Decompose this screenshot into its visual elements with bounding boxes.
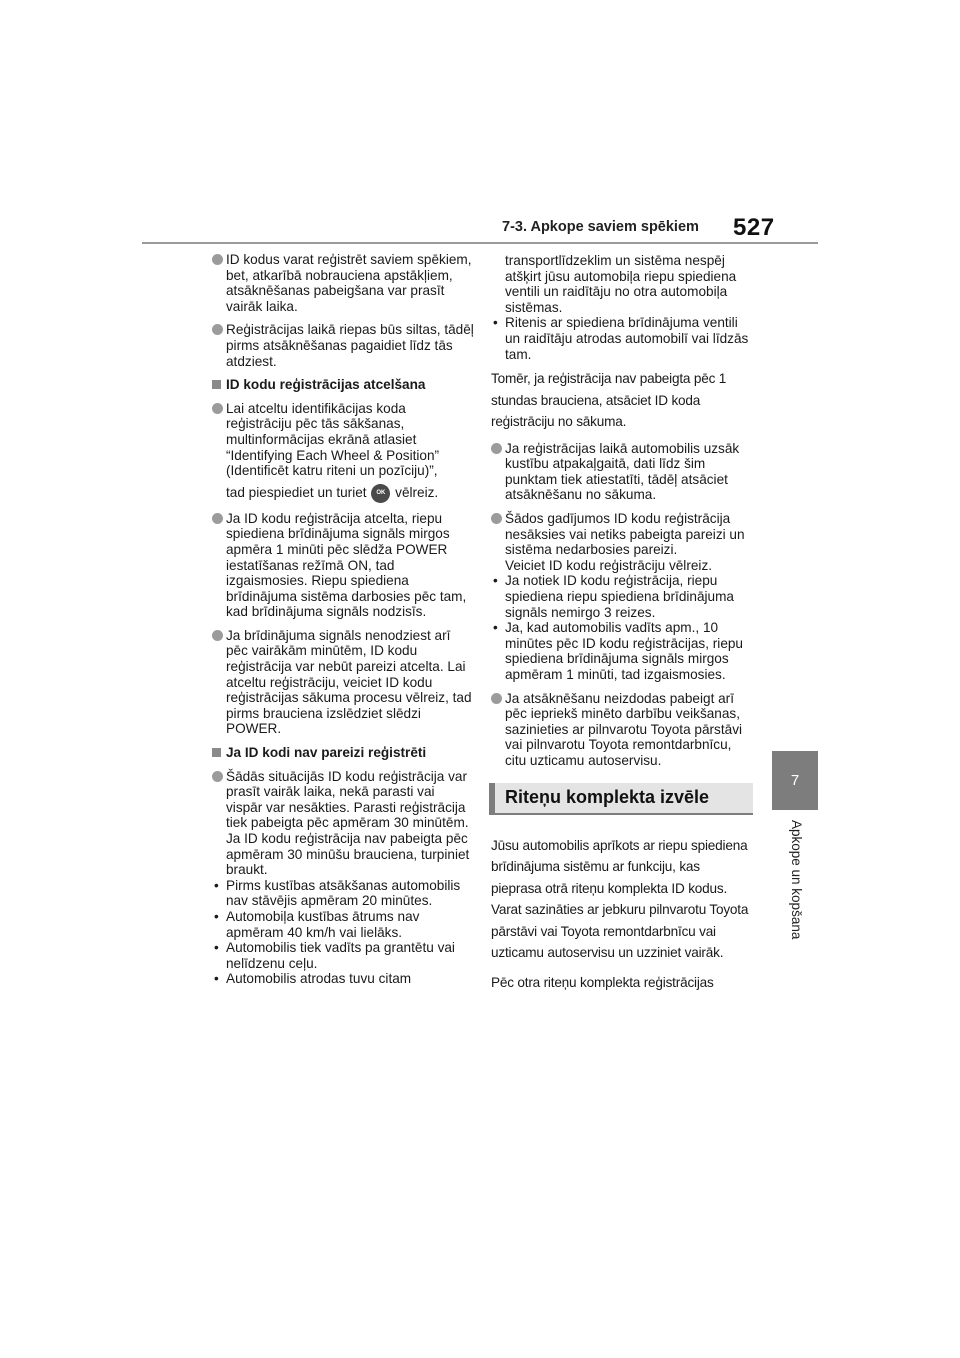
bullet-item [491, 511, 753, 573]
subheading [212, 377, 474, 393]
bullet-item [491, 691, 753, 769]
bullet-item [212, 322, 474, 369]
list-text: Ritenis ar spiediena brīdinājuma ventili un raidītāju atrodas automobilī vai līdzās tam. [505, 315, 749, 362]
bullet-text: Ja reģistrācijas laikā automobilis uzsāk kustību atpakaļgaitā, dati līdz šim punktam tiek atiestatīti, tādēļ atsāciet atsāknēšanu no sākuma. [505, 440, 740, 503]
list-item: • Automobilis tiek vadīts pa grantētu vai nelīdzenu ceļu. [214, 940, 455, 971]
bullet-dot-icon [212, 771, 223, 782]
list-item: • Ja notiek ID kodu reģistrācija, riepu spiediena riepu spiediena brīdinājuma signāls nemirgo 3 reizes. [493, 573, 734, 620]
bullet-dot-icon [212, 254, 223, 265]
left-column [212, 252, 474, 987]
list-item: • Ritenis ar spiediena brīdinājuma ventili un raidītāju atrodas automobilī vai līdzās tam. [493, 315, 749, 362]
header-divider [142, 242, 818, 244]
bullet-dot-icon [212, 403, 223, 414]
bullet-continuation [212, 483, 474, 503]
square-marker-icon [212, 380, 221, 389]
bullet-dot-icon [491, 693, 502, 704]
page-number: 527 [733, 214, 775, 241]
bullet-text: Ja atsāknēšanu neizdodas pabeigt arī pēc iepriekš minēto darbību veikšanas, sazinieties ar pilnvarotu Toyota pārstāvi vai pilnvarotu Toyota remontdarbnīcu, citu uzticamu autoservisu. [505, 690, 743, 768]
bullet-item [212, 769, 474, 878]
list-text: Automobilis atrodas tuvu citam [226, 971, 412, 987]
list-item: • Automobiļa kustības ātrums nav apmēram 40 km/h vai lielāks. [214, 908, 420, 940]
bullet-dot-icon [212, 630, 223, 641]
bullet-text: vēlreiz. [395, 484, 439, 500]
chapter-label-text: Apkope un kopšana [789, 820, 804, 940]
bullet-text: tad piespiediet un turiet [226, 484, 367, 500]
bullet-text: Ja ID kodu reģistrācija nav pabeigta pēc apmēram 30 minūšu brauciena, turpiniet braukt. [226, 831, 470, 878]
chapter-tab: 7 [772, 751, 818, 810]
list-item: • Ja, kad automobilis vadīts apm., 10 minūtes pēc ID kodu reģistrācijas, riepu spiediena brīdinājuma signāls mirgos apmēram 1 minūti, tad izgaismosies. [493, 620, 743, 682]
paragraph: Jūsu automobilis aprīkots ar riepu spiediena brīdinājuma sistēmu ar funkciju, kas pieprasa otrā riteņu komplekta ID kodus. Varat sazināties ar jebkuru pilnvarotu Toyota pārstāvi vai Toyota remontdarbnīcu vai uzticamu autoservisu un uzziniet vairāk. [491, 837, 749, 961]
paragraph: Pēc otra riteņu komplekta reģistrācijas [491, 974, 714, 990]
bullet-item [212, 252, 474, 314]
list-item-continuation [491, 253, 753, 315]
list-text: Ja, kad automobilis vadīts apm., 10 minūtes pēc ID kodu reģistrācijas, riepu spiediena brīdinājuma signāls mirgos apmēram 1 minūti, tad izgaismosies. [505, 620, 743, 682]
bullet-text: Ja ID kodu reģistrācija atcelta, riepu spiediena brīdinājuma signāls mirgos apmēra 1 minūti pēc slēdža POWER iestatīšanas režīmā ON, tad izgaismosies. Riepu spiediena brīdinājuma sistēma darbosies pēc tam, kad brīdinājuma signāls nodzisīs. [226, 510, 467, 620]
section-header: 7-3. Apkope saviem spēkiem [502, 219, 699, 235]
list-text: Automobiļa kustības ātrums nav apmēram 40 km/h vai lielāks. [226, 908, 420, 940]
bullet-text: ID kodus varat reģistrēt saviem spēkiem, bet, atkarībā nobrauciena apstākļiem, atsāknēšanas pabeigšana var prasīt vairāk laika. [226, 252, 472, 314]
bullet-text: Šādās situācijās ID kodu reģistrācija var prasīt vairāk laika, nekā parasti vai vispār var nesākties. Parasti reģistrācija tiek pabeigta pēc apmēram 30 minūtēm. [226, 768, 469, 831]
bullet-dot-icon [212, 324, 223, 335]
subheading-text: Ja ID kodi nav pareizi reģistrēti [226, 745, 427, 761]
bullet-text: Ja brīdinājuma signāls nenodziest arī pēc vairākām minūtēm, ID kodu reģistrācija var nebūt pareizi atcelta. Lai atceltu reģistrāciju, veiciet ID kodu reģistrācijas sākuma procesu vēlreiz, tad pirms brauciena izslēdziet slēdzi POWER. [226, 627, 472, 737]
bullet-dot-icon [212, 513, 223, 524]
list-item: • Automobilis atrodas tuvu citam [214, 971, 412, 987]
bullet-text: Veiciet ID kodu reģistrāciju vēlreiz. [505, 557, 713, 573]
bullet-item [212, 401, 474, 479]
list-text: Automobilis tiek vadīts pa grantētu vai nelīdzenu ceļu. [226, 940, 455, 971]
list-item: • Pirms kustības atsākšanas automobilis nav stāvējis apmēram 20 minūtes. [214, 877, 461, 909]
chapter-label [778, 820, 812, 955]
bullet-item [212, 628, 474, 737]
right-column [491, 253, 753, 1001]
bullet-dot-icon [491, 513, 502, 524]
list-text: transportlīdzeklim un sistēma nespēj atšķirt jūsu automobiļa riepu spiediena ventili un raidītāju no otra automobiļa sistēmas. [505, 253, 737, 315]
subheading [212, 745, 474, 761]
list-text: Ja notiek ID kodu reģistrācija, riepu spiediena riepu spiediena brīdinājuma signāls nemirgo 3 reizes. [505, 573, 734, 620]
bullet-item [491, 441, 753, 503]
subheading-text: ID kodu reģistrācijas atcelšana [226, 377, 426, 393]
list-text: Pirms kustības atsākšanas automobilis nav stāvējis apmēram 20 minūtes. [226, 877, 461, 909]
bullet-text: Reģistrācijas laikā riepas būs siltas, tādēļ pirms atsāknēšanas pagaidiet līdz tās atdziest. [226, 322, 474, 369]
section-heading: Riteņu komplekta izvēle [489, 783, 753, 815]
square-marker-icon [212, 748, 221, 757]
bullet-item [212, 511, 474, 620]
bullet-text: Šādos gadījumos ID kodu reģistrācija nesāksies vai netiks pabeigta pareizi un sistēma nedarbosies pareizi. [505, 511, 745, 558]
paragraph: Tomēr, ja reģistrācija nav pabeigta pēc 1 stundas brauciena, atsāciet ID koda reģistrāciju no sākuma. [491, 371, 727, 430]
bullet-text: Lai atceltu identifikācijas koda reģistrāciju pēc tās sākšanas, multinformācijas ekrānā atlasiet “Identifying Each Wheel & Position” (Identificēt katru riteni un pozīciju)”, [226, 400, 440, 479]
ok-button-icon: OK [371, 484, 390, 503]
bullet-dot-icon [491, 443, 502, 454]
